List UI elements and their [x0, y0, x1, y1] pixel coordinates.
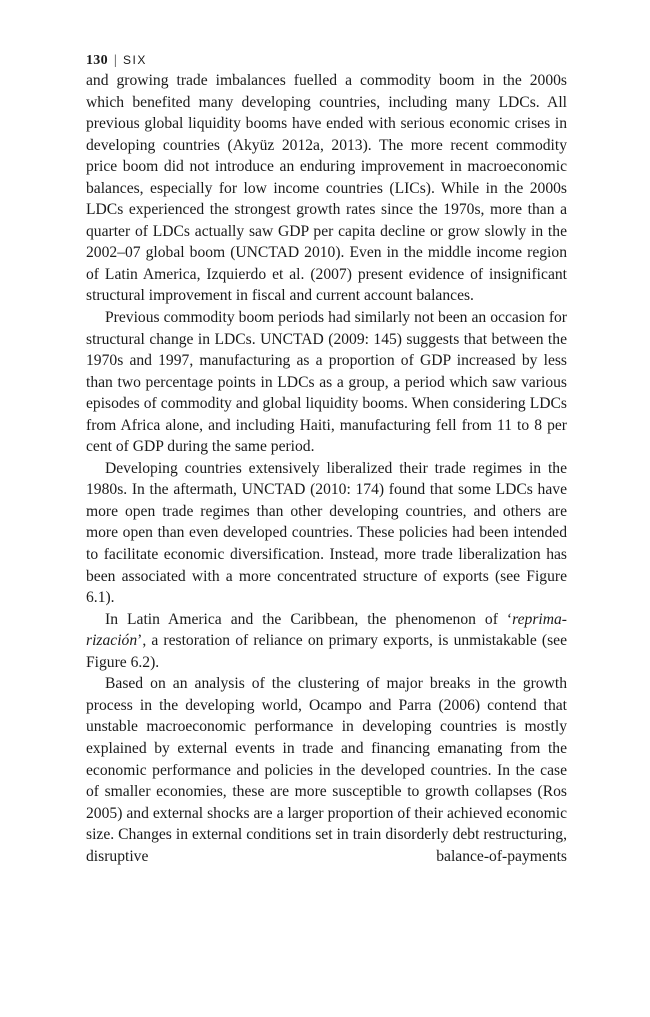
page-number: 130 [86, 53, 108, 68]
body-text [86, 70, 567, 867]
running-head [86, 50, 567, 70]
paragraph-4-italic-term: reprimarización [86, 610, 567, 650]
paragraph-5: Based on an analysis of the clustering of major breaks in the growth process in the developing world, Ocampo and Parra (2006) contend that unstable macroeconomic performance in developing countries is mostly explained by external events in trade and financing emanating from the economic performance and policies in the developed countries. In the case of smaller economies, these are more susceptible to growth collapses (Ros 2005) and external shocks are a larger proportion of their achieved economic size. Changes in external conditions set in train disorderly debt restructuring, disruptive balance-of-payments [86, 675, 567, 865]
paragraph-4-text-before: In Latin America and the Caribbean, the phenomenon of ‘ [105, 610, 513, 628]
paragraph-4 [86, 609, 567, 674]
chapter-label: SIX [123, 53, 147, 67]
paragraph-3: Developing countries extensively liberalized their trade regimes in the 1980s. In the aftermath, UNCTAD (2010: 174) found that some LDCs have more open trade regimes than other developing countries, and others are more open than even developed countries. These policies had been intended to facilitate economic diversification. Instead, more trade liberalization has been associated with a more concentrated structure of exports (see Figure 6.1). [86, 459, 567, 607]
running-head-separator: | [113, 53, 118, 68]
paragraph-1: and growing trade imbalances fuelled a commodity boom in the 2000s which benefited many developing countries, including many LDCs. All previous global liquidity booms have ended with serious economic crises in developing countries (Akyüz 2012a, 2013). The more recent commodity price boom did not introduce an enduring improvement in macroeconomic balances, especially for low income countries (LICs). While in the 2000s LDCs experienced the strongest growth rates since the 1970s, more than a quarter of LDCs actually saw GDP per capita decline or grow slowly in the 2002–07 global boom (UNCTAD 2010). Even in the middle income region of Latin America, Izquierdo et al. (2007) present evidence of insignificant structural improvement in fiscal and current account balances. [86, 72, 567, 305]
paragraph-4-text-after: ’, a restoration of reliance on primary exports, is unmistakable (see Figure 6.2). [86, 632, 567, 671]
book-page [86, 50, 567, 867]
paragraph-2: Previous commodity boom periods had similarly not been an occasion for structural change in LDCs. UNCTAD (2009: 145) suggests that between the 1970s and 1997, manufacturing as a proportion of GDP increased by less than two percentage points in LDCs as a group, a period which saw various episodes of commodity and global liquidity booms. When considering LDCs from Africa alone, and including Haiti, manufacturing fell from 11 to 8 per cent of GDP during the same period. [86, 309, 567, 456]
